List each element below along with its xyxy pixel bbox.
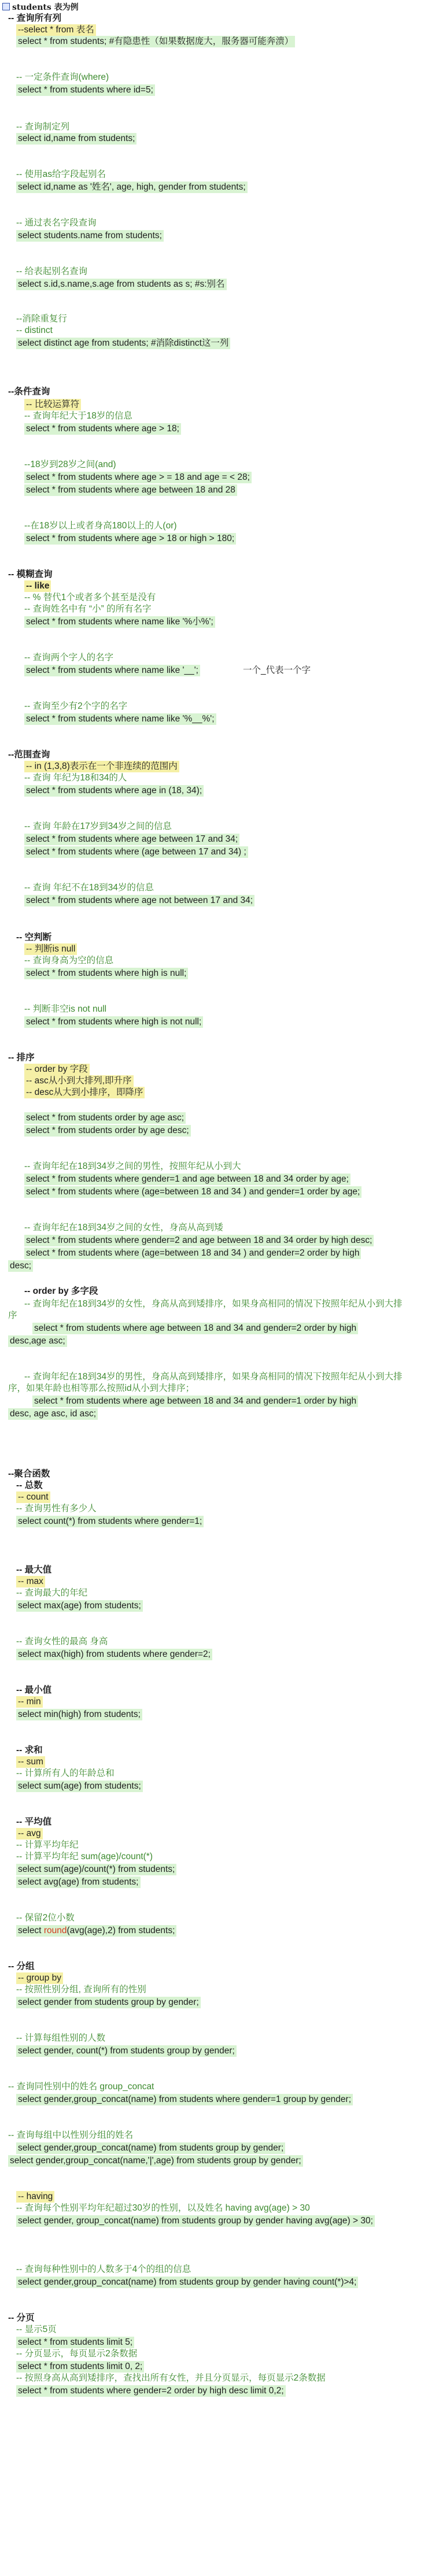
doc-line-82: select max(high) from students where gender=2; [16, 1649, 212, 1660]
doc-line-7: -- 使用as给字段起别名 [16, 169, 106, 179]
doc-line-29: select * from students where name like '%小%'; [24, 616, 215, 628]
doc-line-120: select * from students where gender=2 order by high desc limit 0,2; [16, 2385, 286, 2397]
doc-line-9: -- 通过表名字段查询 [16, 218, 97, 228]
doc-line-119: -- 按照身高从高到矮排序，查找出所有女性，并且分页显示，每页显示2条数据 [16, 2373, 326, 2383]
doc-line-44: -- 空判断 [16, 932, 52, 942]
doc-line-12: select s.id,s.name,s.age from students as s; #s:别名 [16, 279, 227, 290]
doc-line-106: -- 查询每组中以性别分组的姓名 [8, 2130, 134, 2140]
doc-line-84: -- min [16, 1696, 43, 1708]
doc-line-116: select * from students limit 5; [16, 2337, 134, 2348]
document-title-text: students 表为例 [12, 3, 79, 12]
doc-line-50: -- 排序 [8, 1053, 35, 1063]
doc-line-90: -- 平均值 [16, 1817, 52, 1827]
doc-line-53: -- desc从大到小排序，即降序 [24, 1087, 145, 1098]
doc-line-20: --18岁到28岁之间(and) [24, 460, 116, 469]
doc-line-73: -- 总数 [16, 1481, 43, 1490]
doc-line-75: -- 查询男性有多少人 [16, 1504, 97, 1513]
doc-line-14: -- distinct [16, 325, 53, 335]
doc-line-36: -- in (1,3,8)表示在一个非连续的范围内 [24, 761, 179, 772]
doc-line-22: select * from students where age between 18 and 28 [24, 484, 237, 496]
doc-line-60: select * from students where gender=2 and age between 18 and 34 order by high desc; [24, 1235, 374, 1246]
doc-line-57: select * from students where gender=1 and age between 18 and 34 order by age; [24, 1174, 350, 1185]
doc-line-91: -- avg [16, 1828, 43, 1840]
doc-line-37: -- 查询 年纪为18和34的人 [24, 773, 127, 783]
doc-line-45: -- 判断is null [24, 943, 77, 955]
doc-line-39: -- 查询 年龄在17岁到34岁之间的信息 [24, 821, 172, 831]
doc-line-13: --消除重复行 [16, 314, 67, 324]
doc-line-1: --select * from 表名 [16, 24, 96, 36]
doc-line-89: select sum(age) from students; [16, 1781, 143, 1792]
doc-line-101: select gender from students group by gender; [16, 1997, 201, 2008]
doc-line-77: -- 最大值 [16, 1565, 52, 1575]
doc-line-10: select students.name from students; [16, 230, 164, 242]
doc-line-33: -- 查询至少有2个字的名字 [24, 701, 128, 711]
doc-line-34: select * from students where name like '%__%'; [24, 713, 216, 725]
doc-line-59: -- 查询年纪在18到34岁之间的女性，身高从高到矮 [24, 1223, 223, 1233]
doc-line-107: select gender,group_concat(name) from students group by gender; [16, 2142, 285, 2154]
doc-line-87: -- sum [16, 1756, 45, 1768]
doc-line-30: -- 查询两个字人的名字 [24, 653, 114, 662]
doc-line-8: select id,name as '姓名', age, high, gender from students; [16, 182, 248, 193]
doc-line-55: select * from students order by age desc; [24, 1125, 191, 1137]
doc-line-46: -- 查询身高为空的信息 [24, 956, 114, 965]
doc-line-118: select * from students limit 0, 2; [16, 2361, 144, 2373]
doc-line-23: --在18岁以上或者身高180以上的人(or) [24, 521, 177, 531]
doc-line-5: -- 查询制定列 [16, 122, 70, 132]
doc-line-76: select count(*) from students where gender=1; [16, 1516, 204, 1527]
doc-line-42: -- 查询 年纪不在18到34岁的信息 [24, 883, 154, 893]
doc-line-17: -- 比较运算符 [24, 399, 81, 410]
doc-line-24: select * from students where age > 18 or high > 180; [24, 533, 236, 545]
doc-line-15: select distinct age from students; #消除distinct这一列 [16, 338, 230, 349]
doc-line-2: select * from students; #有隐患性（如果数据庞大，服务器可能奔溃） [16, 36, 295, 47]
doc-line-117: -- 分页显示，每页显示2条数据 [16, 2349, 138, 2359]
doc-line-81: -- 查询女性的最高 身高 [16, 1637, 108, 1646]
doc-line-52: -- asc从小到大排列,即升序 [24, 1075, 134, 1087]
document-title [2, 1, 79, 13]
doc-line-66: select * from students where age between 18 and 34 and gender=2 order by high [32, 1323, 358, 1334]
doc-line-31: select * from students where name like '__'; [24, 665, 200, 676]
doc-line-79: -- 查询最大的年纪 [16, 1588, 88, 1598]
doc-line-41: select * from students where (age between 17 and 34) ; [24, 846, 248, 858]
doc-line-94: select sum(age)/count(*) from students; [16, 1864, 176, 1875]
doc-line-95: select avg(age) from students; [16, 1877, 141, 1888]
doc-line-48: -- 判断非空is not null [24, 1004, 107, 1014]
doc-line-97: select round(avg(age),2) from students; [16, 1925, 176, 1937]
doc-line-67: desc,age asc; [8, 1335, 67, 1347]
doc-line-47: select * from students where high is null; [24, 968, 188, 979]
doc-line-32: 一个_代表一个字 [243, 665, 311, 675]
doc-line-109: -- having [16, 2191, 54, 2203]
doc-line-80: select max(age) from students; [16, 1600, 143, 1612]
doc-line-71: desc, age asc, id asc; [8, 1408, 98, 1420]
doc-line-43: select * from students where age not between 17 and 34; [24, 895, 254, 906]
doc-line-27: -- % 替代1个或者多个甚至是没有 [24, 593, 156, 602]
doc-line-3: -- 一定条件查询(where) [16, 72, 109, 82]
doc-line-99: -- group by [16, 1972, 63, 1984]
doc-line-51: -- order by 字段 [24, 1064, 90, 1075]
doc-line-86: -- 求和 [16, 1745, 43, 1755]
doc-line-63: -- order by 多字段 [24, 1286, 98, 1296]
doc-line-49: select * from students where high is not null; [24, 1016, 203, 1028]
doc-line-98: -- 分组 [8, 1961, 35, 1971]
doc-line-111: select gender, group_concat(name) from students group by gender having avg(age) > 30; [16, 2215, 375, 2227]
doc-line-28: -- 查询姓名中有 “小” 的所有名字 [24, 604, 152, 614]
doc-line-115: -- 显示5页 [16, 2325, 57, 2334]
doc-line-58: select * from students where (age=between 18 and 34 ) and gender=1 order by age; [24, 1186, 361, 1198]
doc-line-0: -- 查询所有列 [8, 13, 62, 23]
doc-line-102: -- 计算每组性别的人数 [16, 2033, 106, 2043]
doc-line-69: 序，如果年龄也相等那么按照id从小到大排序； [8, 1383, 195, 1393]
doc-line-93: -- 计算平均年纪 sum(age)/count(*) [16, 1852, 153, 1861]
doc-line-85: select min(high) from students; [16, 1709, 142, 1720]
doc-line-112: -- 查询每种性别中的人数多于4个的组的信息 [16, 2264, 191, 2274]
doc-line-6: select id,name from students; [16, 133, 136, 145]
doc-line-64: -- 查询年纪在18到34岁的女性，身高从高到矮排序，如果身高相同的情况下按照年纪从小到大排 [24, 1299, 403, 1309]
doc-line-4: select * from students where id=5; [16, 84, 155, 96]
doc-line-74: -- count [16, 1491, 50, 1503]
doc-line-35: --范围查询 [8, 750, 50, 760]
table-icon [2, 3, 10, 10]
doc-line-26: -- like [24, 580, 51, 592]
doc-line-65: 序 [8, 1311, 17, 1320]
doc-line-21: select * from students where age > = 18 and age = < 28; [24, 472, 252, 483]
doc-line-16: --条件查询 [8, 387, 50, 397]
doc-line-96: -- 保留2位小数 [16, 1913, 75, 1923]
doc-line-11: -- 给表起别名查询 [16, 267, 88, 276]
doc-line-62: desc; [8, 1260, 33, 1272]
doc-line-103: select gender, count(*) from students group by gender; [16, 2045, 237, 2057]
doc-line-19: select * from students where age > 18; [24, 423, 181, 435]
doc-line-104: -- 查询同性别中的姓名 group_concat [8, 2082, 154, 2092]
doc-line-54: select * from students order by age asc; [24, 1112, 186, 1124]
doc-line-72: --聚合函数 [8, 1469, 50, 1479]
doc-line-25: -- 模糊查询 [8, 569, 53, 579]
doc-line-100: -- 按照性别分组, 查询所有的性别 [16, 1985, 146, 1994]
doc-line-92: -- 计算平均年纪 [16, 1840, 79, 1850]
doc-line-83: -- 最小值 [16, 1685, 52, 1695]
doc-line-78: -- max [16, 1576, 45, 1587]
doc-line-56: -- 查询年纪在18到34岁之间的男性，按照年纪从小到大 [24, 1161, 241, 1171]
doc-line-108: select gender,group_concat(name,'|',age) from students group by gender; [8, 2155, 303, 2167]
doc-line-40: select * from students where age between 17 and 34; [24, 834, 239, 845]
doc-line-105: select gender,group_concat(name) from students where gender=1 group by gender; [16, 2094, 353, 2105]
doc-line-114: -- 分页 [8, 2313, 35, 2323]
doc-line-113: select gender,group_concat(name) from students group by gender having count(*)>4; [16, 2277, 358, 2288]
doc-line-38: select * from students where age in (18, 34); [24, 785, 204, 797]
doc-line-88: -- 计算所有人的年龄总和 [16, 1768, 115, 1778]
doc-line-68: -- 查询年纪在18到34岁的男性，身高从高到矮排序，如果身高相同的情况下按照年纪从小到大排 [24, 1372, 403, 1382]
doc-line-18: -- 查询年纪大于18岁的信息 [24, 411, 132, 421]
doc-line-110: -- 查询每个性别平均年纪超过30岁的性别，以及姓名 having avg(age) > 30 [16, 2203, 310, 2213]
doc-line-61: select * from students where (age=between 18 and 34 ) and gender=2 order by high [24, 1248, 361, 1259]
doc-line-70: select * from students where age between 18 and 34 and gender=1 order by high [32, 1396, 358, 1407]
